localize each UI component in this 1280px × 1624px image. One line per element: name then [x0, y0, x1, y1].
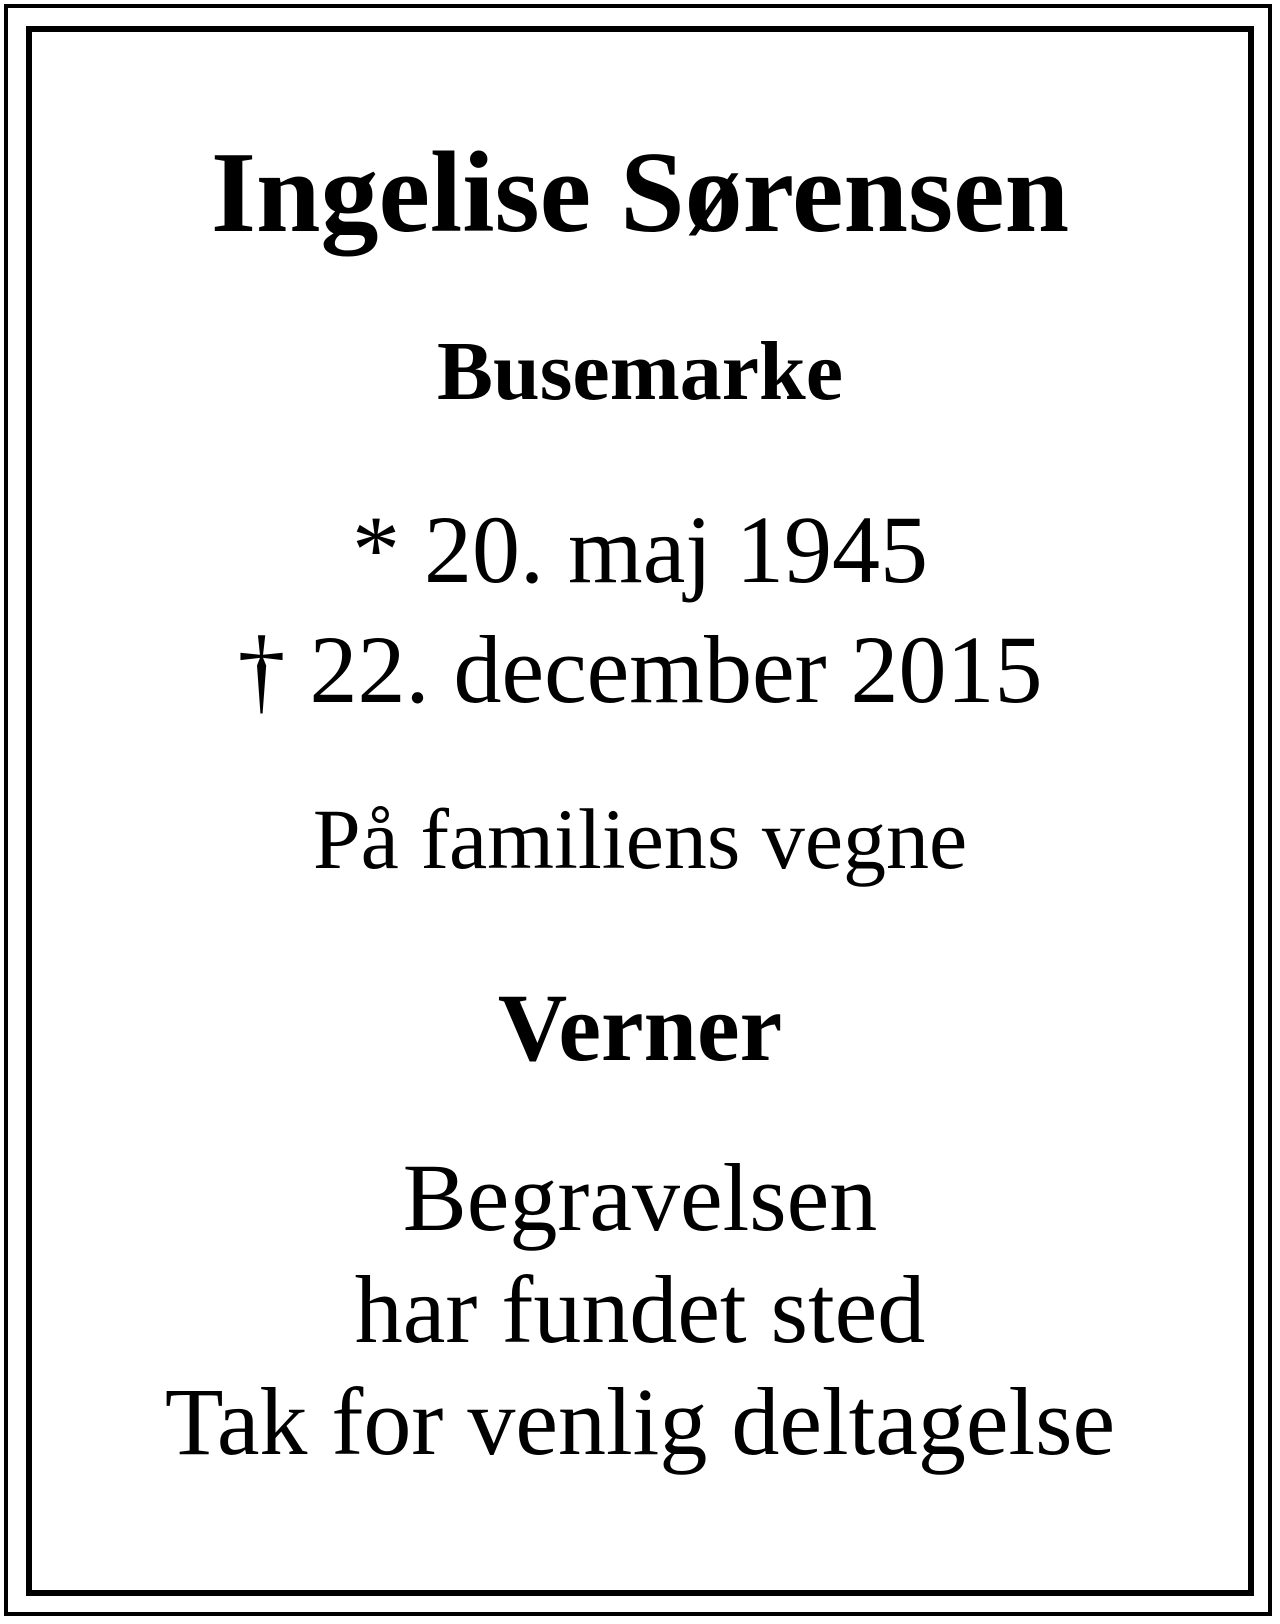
closing-line: har fundet sted: [354, 1256, 926, 1363]
obituary-notice: [32, 32, 1248, 1590]
deceased-name: Ingelise Sørensen: [210, 129, 1070, 257]
signed-by-name: Verner: [497, 974, 783, 1081]
closing-line: Begravelsen: [402, 1144, 878, 1251]
death-date: † 22. december 2015: [237, 616, 1043, 723]
closing-line: Tak for venlig deltagelse: [164, 1368, 1116, 1475]
signed-by-intro: På familiens vegne: [312, 791, 968, 887]
birth-date: * 20. maj 1945: [352, 496, 928, 603]
deceased-place: Busemarke: [437, 325, 843, 418]
